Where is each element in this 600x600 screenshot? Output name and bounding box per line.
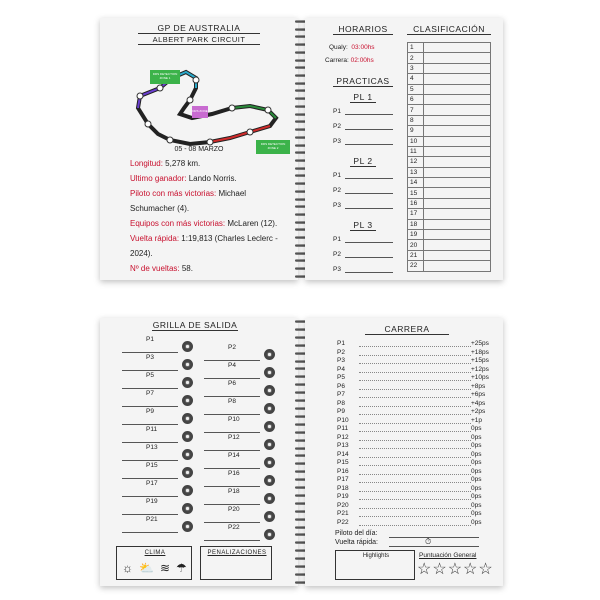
race-position: P6 xyxy=(337,382,345,390)
clasificacion-position: 9 xyxy=(408,126,424,136)
pl1-title: PL 1 xyxy=(350,92,376,103)
grid-slot-label: P20 xyxy=(228,506,240,513)
clasificacion-driver-cell[interactable] xyxy=(424,240,491,250)
clasificacion-row[interactable] xyxy=(408,188,491,198)
race-points: +2ps xyxy=(471,408,486,415)
race-driver-line[interactable] xyxy=(359,355,471,356)
clasificacion-row[interactable] xyxy=(408,219,491,229)
clasificacion-driver-cell[interactable] xyxy=(424,157,491,167)
race-position: P2 xyxy=(337,348,345,356)
pl1-p3-line[interactable] xyxy=(345,144,393,145)
cloud-sun-icon[interactable]: ⛅ xyxy=(139,561,154,575)
clima-title: CLIMA xyxy=(144,550,166,556)
race-driver-line[interactable] xyxy=(359,457,471,458)
clasificacion-position: 12 xyxy=(408,157,424,167)
clasificacion-driver-cell[interactable] xyxy=(424,250,491,260)
grid-slot-label: P19 xyxy=(146,498,158,505)
grid-slot-line[interactable] xyxy=(122,532,178,533)
grid-slot-line[interactable] xyxy=(122,370,178,371)
race-position: P3 xyxy=(337,357,345,364)
clasificacion-driver-cell[interactable] xyxy=(424,115,491,125)
puntuacion-label: Puntuación General xyxy=(419,552,477,559)
race-driver-line[interactable] xyxy=(359,482,471,483)
race-points: +10ps xyxy=(471,374,489,381)
clasificacion-row[interactable] xyxy=(408,209,491,219)
piloto-dia-line[interactable] xyxy=(389,537,479,538)
clasificacion-driver-cell[interactable] xyxy=(424,167,491,177)
clasificacion-driver-cell[interactable] xyxy=(424,74,491,84)
pl2-p2: P2 xyxy=(333,187,341,194)
grid-slot-line[interactable] xyxy=(122,442,178,443)
race-driver-line[interactable] xyxy=(359,346,471,347)
clasificacion-row[interactable] xyxy=(408,84,491,94)
gp-title: GP DE AUSTRALIA xyxy=(138,23,260,34)
race-driver-line[interactable] xyxy=(359,448,471,449)
grid-slot-label: P7 xyxy=(146,390,154,397)
race-position: P21 xyxy=(337,510,349,517)
grid-slot-label: P1 xyxy=(146,336,154,343)
race-points: +18ps xyxy=(471,348,489,356)
race-driver-line[interactable] xyxy=(359,423,471,424)
clasificacion-driver-cell[interactable] xyxy=(424,105,491,115)
info-last-winner: Ultimo ganador: Lando Norris. xyxy=(130,174,237,183)
clasificacion-row[interactable] xyxy=(408,115,491,125)
info-length: Longitud: 5,278 km. xyxy=(130,159,201,168)
tyre-icon[interactable] xyxy=(264,367,275,378)
race-position: P5 xyxy=(337,374,345,381)
clasificacion-driver-cell[interactable] xyxy=(424,146,491,156)
race-driver-line[interactable] xyxy=(359,465,471,466)
tyre-icon[interactable] xyxy=(264,403,275,414)
qualy-row: Qualy: 03:00hs xyxy=(329,44,375,51)
grid-slot-label: P13 xyxy=(146,444,158,451)
carrera-title: CARRERA xyxy=(365,324,449,335)
race-driver-line[interactable] xyxy=(359,491,471,492)
tyre-icon[interactable] xyxy=(264,385,275,396)
clasificacion-driver-cell[interactable] xyxy=(424,43,491,53)
clasificacion-position: 6 xyxy=(408,94,424,104)
tyre-icon[interactable] xyxy=(264,457,275,468)
clima-box xyxy=(116,546,192,580)
race-driver-line[interactable] xyxy=(359,363,471,364)
clasificacion-row[interactable] xyxy=(408,53,491,63)
clasificacion-position: 22 xyxy=(408,261,424,271)
pl2-p2-line[interactable] xyxy=(345,193,393,194)
stopwatch-icon: ⏱ xyxy=(425,537,432,546)
clasificacion-table xyxy=(407,42,491,272)
clasificacion-position: 16 xyxy=(408,198,424,208)
clasificacion-driver-cell[interactable] xyxy=(424,219,491,229)
clasificacion-row[interactable] xyxy=(408,63,491,73)
clasificacion-position: 13 xyxy=(408,167,424,177)
clasificacion-driver-cell[interactable] xyxy=(424,84,491,94)
grid-slot-line[interactable] xyxy=(204,540,260,541)
tyre-icon[interactable] xyxy=(182,395,193,406)
carrera-row: Carrera: 02:00hs xyxy=(325,57,374,64)
pl1-p1-line[interactable] xyxy=(345,114,393,115)
clasificacion-position: 2 xyxy=(408,53,424,63)
race-points: +8ps xyxy=(471,382,486,390)
race-position: P14 xyxy=(337,450,349,458)
pl3-p3-line[interactable] xyxy=(345,272,393,273)
pl3-title: PL 3 xyxy=(350,220,376,231)
race-points: +25ps xyxy=(471,340,489,347)
race-position: P19 xyxy=(337,493,349,500)
grid-slot-label: P12 xyxy=(228,434,240,441)
clasificacion-position: 4 xyxy=(408,74,424,84)
event-dates: 05 - 08 MARZO xyxy=(174,146,224,153)
race-position: P10 xyxy=(337,416,349,424)
race-position: P20 xyxy=(337,501,349,509)
grid-slot-line[interactable] xyxy=(122,460,178,461)
rating-stars[interactable]: ☆☆☆☆☆ xyxy=(417,561,494,578)
race-position: P8 xyxy=(337,399,345,407)
penalizaciones-title: PENALIZACIONES xyxy=(207,550,267,556)
circuit-info xyxy=(130,156,290,276)
clasificacion-driver-cell[interactable] xyxy=(424,230,491,240)
grid-slot-line[interactable] xyxy=(204,378,260,379)
grid-slot-label: P17 xyxy=(146,480,158,487)
penalizaciones-box xyxy=(200,546,272,580)
race-driver-line[interactable] xyxy=(359,516,471,517)
grid-slot-line[interactable] xyxy=(122,514,178,515)
tyre-icon[interactable] xyxy=(264,475,275,486)
race-driver-line[interactable] xyxy=(359,372,471,373)
tyre-icon[interactable] xyxy=(264,349,275,360)
grid-slot-label: P21 xyxy=(146,516,158,523)
pl3-p1: P1 xyxy=(333,236,341,243)
clasificacion-row[interactable] xyxy=(408,74,491,84)
pl3-p1-line[interactable] xyxy=(345,242,393,243)
race-points: +4ps xyxy=(471,399,486,407)
grid-slot-label: P4 xyxy=(228,362,236,369)
tyre-icon[interactable] xyxy=(182,413,193,424)
race-points: +15ps xyxy=(471,357,489,364)
race-driver-line[interactable] xyxy=(359,474,471,475)
clasificacion-driver-cell[interactable] xyxy=(424,53,491,63)
grid-slot-label: P2 xyxy=(228,344,236,351)
tyre-icon[interactable] xyxy=(182,377,193,388)
pl1-p3: P3 xyxy=(333,138,341,145)
tyre-icon[interactable] xyxy=(264,421,275,432)
pl2-title: PL 2 xyxy=(350,156,376,167)
tyre-icon[interactable] xyxy=(182,359,193,370)
pl2-p1-line[interactable] xyxy=(345,178,393,179)
clasificacion-position: 19 xyxy=(408,230,424,240)
race-points: +12ps xyxy=(471,365,489,373)
pl3-p3: P3 xyxy=(333,266,341,273)
clasificacion-position: 10 xyxy=(408,136,424,146)
grid-slot-label: P9 xyxy=(146,408,154,415)
grid-slot-line[interactable] xyxy=(204,360,260,361)
clasificacion-position: 14 xyxy=(408,178,424,188)
clasificacion-row[interactable] xyxy=(408,105,491,115)
pl3-p2-line[interactable] xyxy=(345,257,393,258)
race-points: 0ps xyxy=(471,501,482,509)
race-driver-line[interactable] xyxy=(359,508,471,509)
grid-slot-label: P3 xyxy=(146,354,154,361)
clasificacion-driver-cell[interactable] xyxy=(424,63,491,73)
pl2-p3: P3 xyxy=(333,202,341,209)
pl3-p2: P2 xyxy=(333,251,341,258)
grid-slot-line[interactable] xyxy=(122,388,178,389)
race-points: +6ps xyxy=(471,391,486,398)
grid-slot-line[interactable] xyxy=(204,504,260,505)
pl2-p1: P1 xyxy=(333,172,341,179)
clasificacion-position: 8 xyxy=(408,115,424,125)
clasificacion-position: 17 xyxy=(408,209,424,219)
horarios-title: HORARIOS xyxy=(333,24,393,35)
clasificacion-row[interactable] xyxy=(408,230,491,240)
clasificacion-row[interactable] xyxy=(408,94,491,104)
race-driver-line[interactable] xyxy=(359,414,471,415)
clasificacion-row[interactable] xyxy=(408,157,491,167)
clasificacion-driver-cell[interactable] xyxy=(424,178,491,188)
tyre-icon[interactable] xyxy=(264,493,275,504)
clasificacion-driver-cell[interactable] xyxy=(424,198,491,208)
grid-slot-label: P16 xyxy=(228,470,240,477)
clasificacion-position: 1 xyxy=(408,43,424,53)
tyre-icon[interactable] xyxy=(264,529,275,540)
clasificacion-row[interactable] xyxy=(408,43,491,53)
grid-slot-line[interactable] xyxy=(204,414,260,415)
clima-icons xyxy=(122,561,187,575)
info-most-wins-team: Equipos con más victorias: McLaren (12). xyxy=(130,219,278,228)
tyre-icon[interactable] xyxy=(182,449,193,460)
grid-slot-label: P5 xyxy=(146,372,154,379)
race-driver-line[interactable] xyxy=(359,440,471,441)
clasificacion-position: 5 xyxy=(408,84,424,94)
clasificacion-position: 20 xyxy=(408,240,424,250)
clasificacion-title: CLASIFICACIÓN xyxy=(407,24,491,35)
grid-title: GRILLA DE SALIDA xyxy=(152,320,238,330)
clasificacion-row[interactable] xyxy=(408,250,491,260)
race-points: 0ps xyxy=(471,450,482,458)
race-points: 0ps xyxy=(471,425,482,432)
clasificacion-row[interactable] xyxy=(408,126,491,136)
race-position: P11 xyxy=(337,425,349,432)
vuelta-rapida-line[interactable] xyxy=(389,546,479,547)
race-position: P12 xyxy=(337,433,349,441)
info-fastest-lap: Vuelta rápida: 1:19,813 (Charles Leclerc - 2024). xyxy=(130,234,278,258)
race-position: P13 xyxy=(337,442,349,449)
grid-slot-line[interactable] xyxy=(122,424,178,425)
clasificacion-position: 11 xyxy=(408,146,424,156)
grid-slot-label: P8 xyxy=(228,398,236,405)
grid-slot-line[interactable] xyxy=(204,432,260,433)
sun-icon[interactable]: ☼ xyxy=(122,561,133,575)
grid-slot-label: P18 xyxy=(228,488,240,495)
race-driver-line[interactable] xyxy=(359,431,471,432)
race-driver-line[interactable] xyxy=(359,389,471,390)
clasificacion-row[interactable] xyxy=(408,261,491,271)
grid-slot-line[interactable] xyxy=(204,468,260,469)
tyre-icon[interactable] xyxy=(264,439,275,450)
race-position: P17 xyxy=(337,476,349,483)
drs-label-1: DRS DETECTION ZONE 1 xyxy=(152,72,178,80)
clasificacion-position: 7 xyxy=(408,105,424,115)
tyre-icon[interactable] xyxy=(182,341,193,352)
tyre-icon[interactable] xyxy=(182,431,193,442)
clasificacion-row[interactable] xyxy=(408,198,491,208)
practicas-title: PRACTICAS xyxy=(333,76,393,87)
race-driver-line[interactable] xyxy=(359,397,471,398)
clasificacion-row[interactable] xyxy=(408,167,491,177)
race-driver-line[interactable] xyxy=(359,525,471,526)
piloto-dia-label: Piloto del día: xyxy=(335,530,378,537)
race-points: 0ps xyxy=(471,433,482,441)
clasificacion-row[interactable] xyxy=(408,146,491,156)
race-position: P18 xyxy=(337,484,349,492)
race-position: P16 xyxy=(337,467,349,475)
info-most-wins-driver: Piloto con más victorias: Michael Schumacher (4). xyxy=(130,189,247,213)
race-position: P4 xyxy=(337,365,345,373)
clasificacion-position: 15 xyxy=(408,188,424,198)
clasificacion-driver-cell[interactable] xyxy=(424,188,491,198)
grid-slot-line[interactable] xyxy=(122,406,178,407)
grid-slot-label: P15 xyxy=(146,462,158,469)
race-driver-line[interactable] xyxy=(359,499,471,500)
grid-slot-line[interactable] xyxy=(122,496,178,497)
pl1-p2-line[interactable] xyxy=(345,129,393,130)
grid-slot-line[interactable] xyxy=(122,478,178,479)
tyre-icon[interactable] xyxy=(264,511,275,522)
race-position: P9 xyxy=(337,408,345,415)
pl2-p3-line[interactable] xyxy=(345,208,393,209)
clasificacion-driver-cell[interactable] xyxy=(424,209,491,219)
grid-slot-label: P11 xyxy=(146,426,158,433)
tyre-icon[interactable] xyxy=(182,521,193,532)
grid-slot-label: P6 xyxy=(228,380,236,387)
grid-slot-label: P22 xyxy=(228,524,240,531)
grid-slot-label: P10 xyxy=(228,416,240,423)
grid-slot-line[interactable] xyxy=(204,396,260,397)
clasificacion-driver-cell[interactable] xyxy=(424,94,491,104)
race-points: 0ps xyxy=(471,476,482,483)
clasificacion-position: 21 xyxy=(408,250,424,260)
race-points: 0ps xyxy=(471,467,482,475)
clasificacion-position: 3 xyxy=(408,63,424,73)
clasificacion-row[interactable] xyxy=(408,178,491,188)
clasificacion-row[interactable] xyxy=(408,136,491,146)
race-points: 0ps xyxy=(471,510,482,517)
drs-label-zone: DRS ZONE xyxy=(192,109,208,113)
page-schedule xyxy=(305,18,503,280)
page-starting-grid xyxy=(100,318,298,586)
circuit-name: ALBERT PARK CIRCUIT xyxy=(138,35,260,45)
clasificacion-driver-cell[interactable] xyxy=(424,136,491,146)
race-points: 0ps xyxy=(471,459,482,466)
drs-label-2: DRS DETECTION ZONE 2 xyxy=(260,142,286,150)
highlights-label: Highlights xyxy=(362,553,390,559)
tyre-icon[interactable] xyxy=(182,467,193,478)
clasificacion-driver-cell[interactable] xyxy=(424,126,491,136)
highlights-box[interactable] xyxy=(335,550,415,580)
race-position: P1 xyxy=(337,340,345,347)
page-circuit-info xyxy=(100,18,298,280)
rain-icon[interactable]: ☂ xyxy=(176,561,187,575)
grid-slot-line[interactable] xyxy=(204,486,260,487)
race-driver-line[interactable] xyxy=(359,406,471,407)
race-position: P22 xyxy=(337,518,349,526)
race-position: P15 xyxy=(337,459,349,466)
grid-slot-line[interactable] xyxy=(204,522,260,523)
grid-slot-label: P14 xyxy=(228,452,240,459)
race-driver-line[interactable] xyxy=(359,380,471,381)
page-race-results xyxy=(305,318,503,586)
grid-slot-line[interactable] xyxy=(204,450,260,451)
wind-icon[interactable]: ≋ xyxy=(159,561,171,575)
race-points: +1p xyxy=(471,416,483,424)
race-points: 0ps xyxy=(471,518,482,526)
tyre-icon[interactable] xyxy=(182,485,193,496)
race-points: 0ps xyxy=(471,484,482,492)
info-laps: Nº de vueltas: 58. xyxy=(130,264,193,273)
clasificacion-position: 18 xyxy=(408,219,424,229)
vuelta-rapida-label: Vuelta rápida: xyxy=(335,539,378,546)
race-points: 0ps xyxy=(471,493,482,500)
tyre-icon[interactable] xyxy=(182,503,193,514)
grid-slot-line[interactable] xyxy=(122,352,178,353)
race-position: P7 xyxy=(337,391,345,398)
pl1-p2: P2 xyxy=(333,123,341,130)
pl1-p1: P1 xyxy=(333,108,341,115)
clasificacion-driver-cell[interactable] xyxy=(424,261,491,271)
clasificacion-row[interactable] xyxy=(408,240,491,250)
race-points: 0ps xyxy=(471,442,482,449)
